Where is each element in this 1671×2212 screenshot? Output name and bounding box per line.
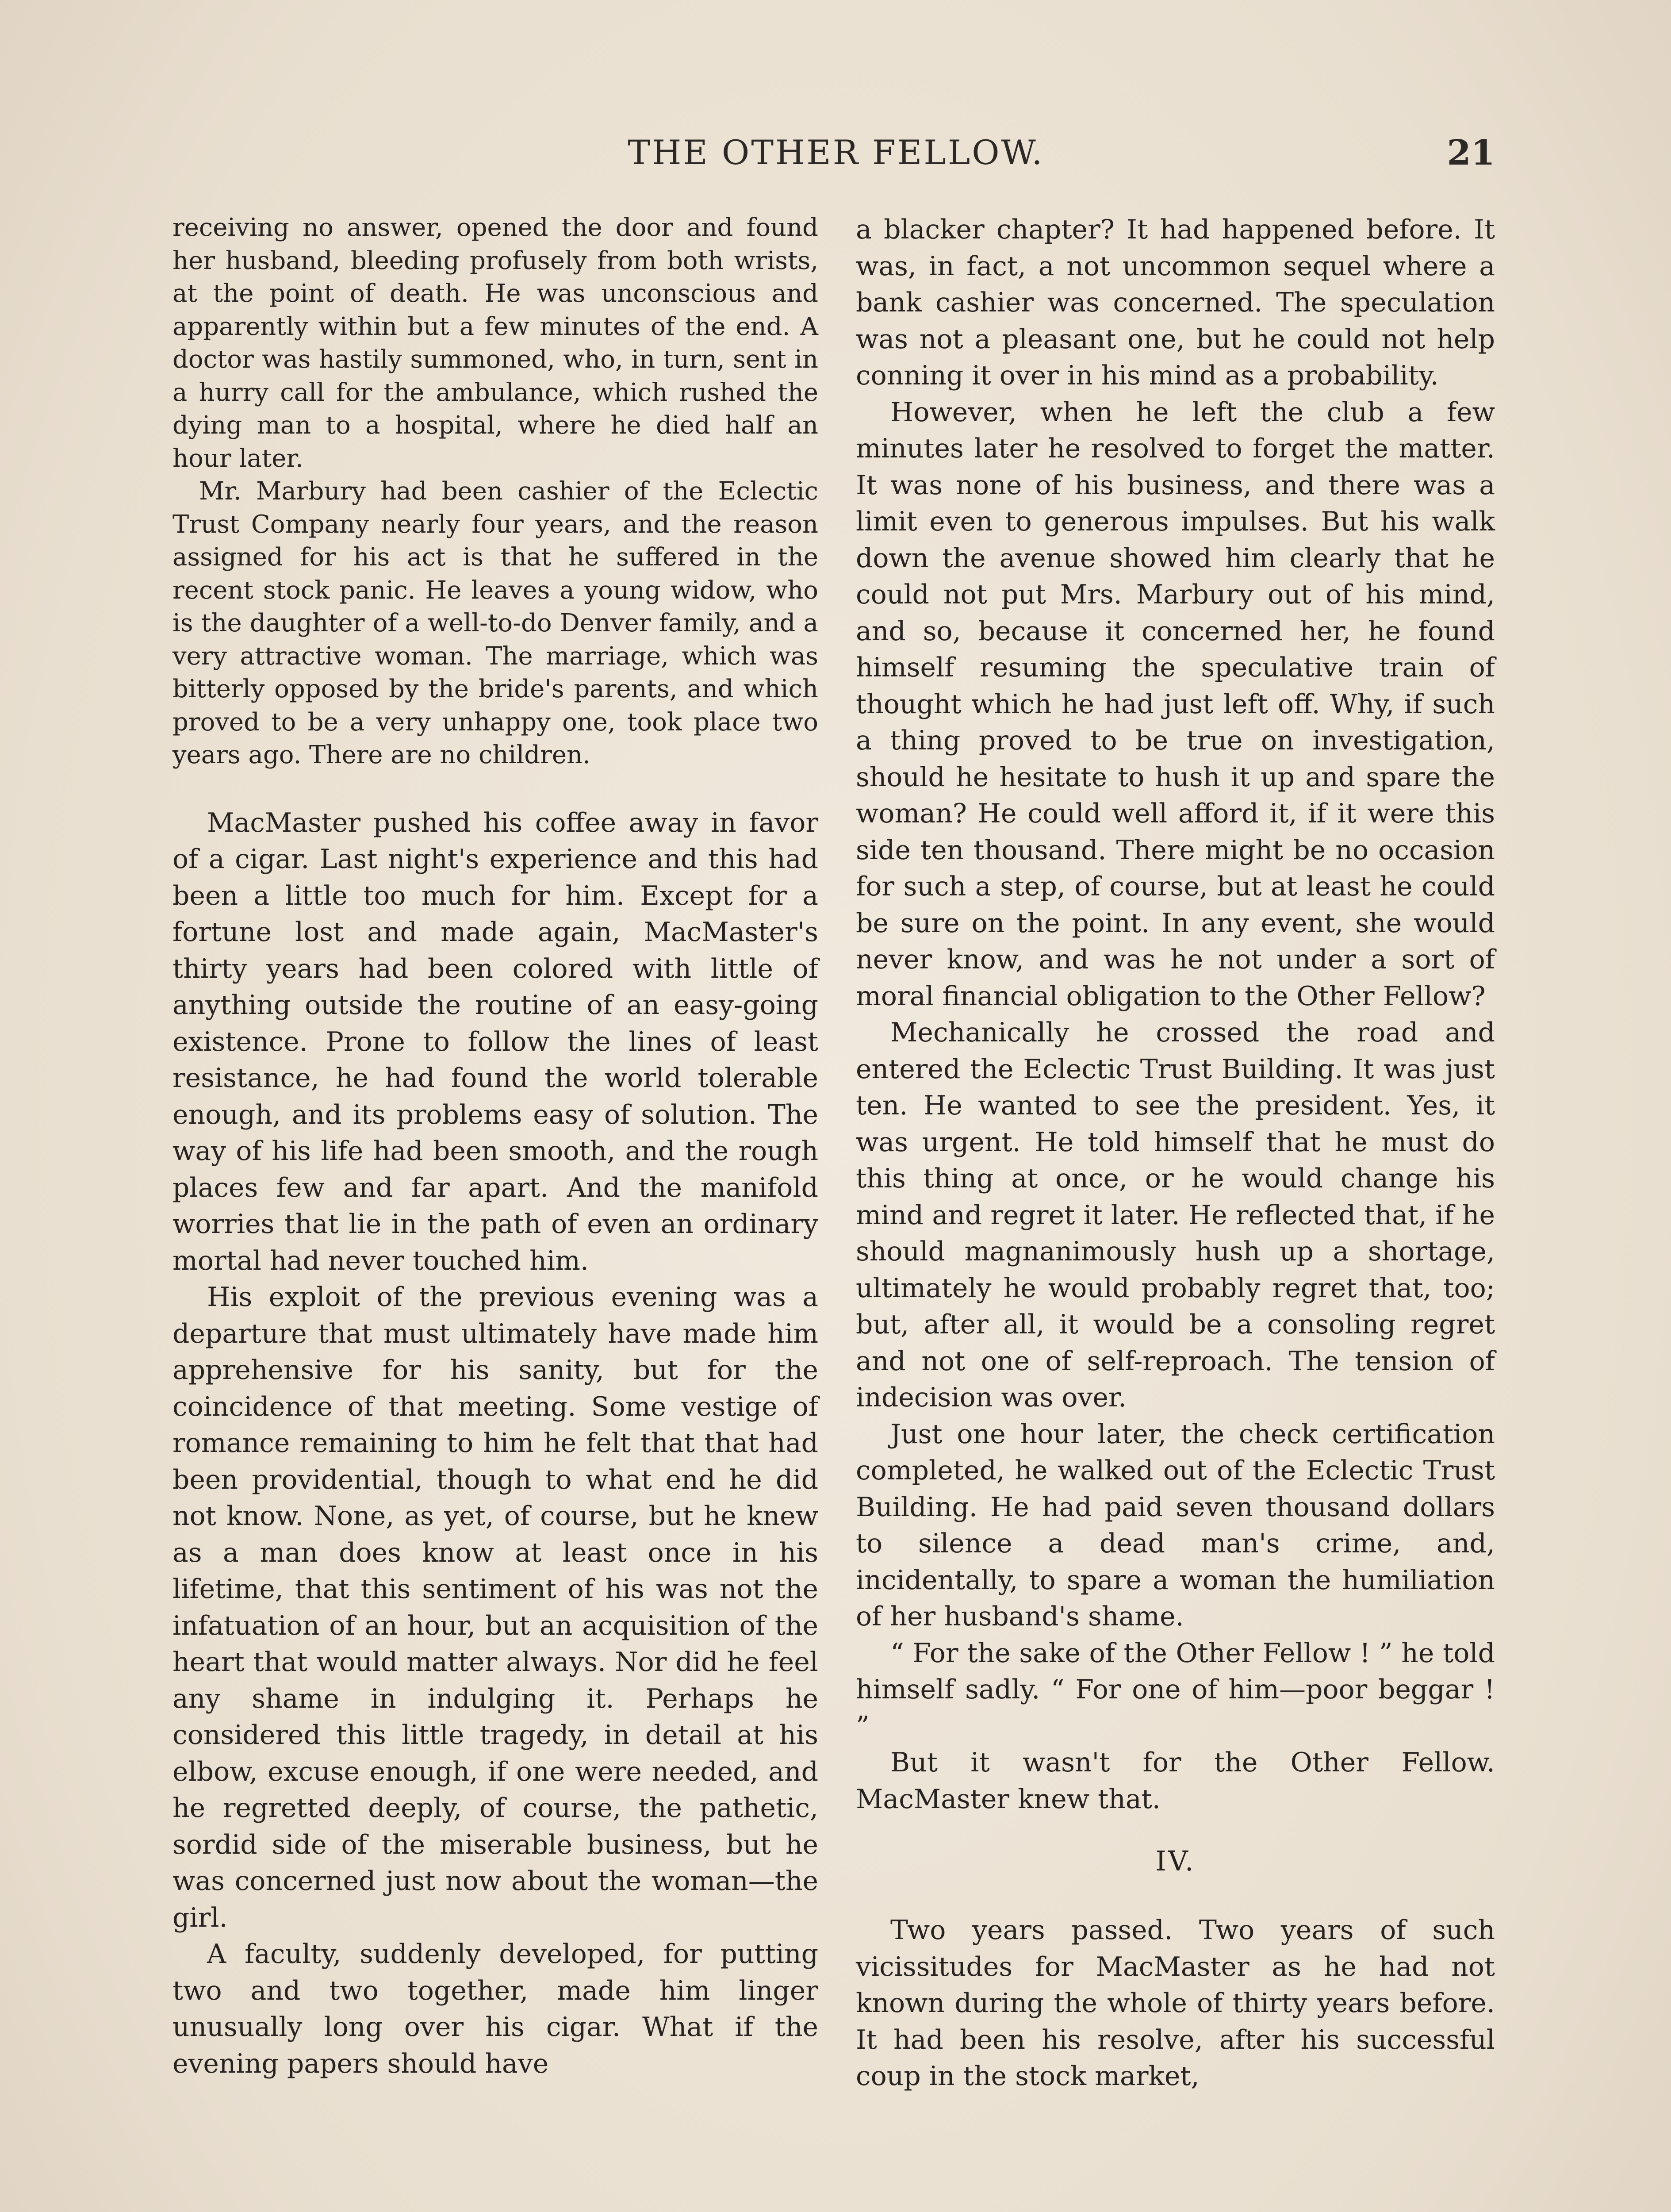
body-paragraph: “ For the sake of the Other Fellow ! ” he told himself sadly. “ For one of him—poor beggar ! ” bbox=[856, 1637, 1495, 1742]
left-body bbox=[172, 805, 818, 2082]
body-paragraph: a blacker chapter? It had happened before. It was, in fact, a not uncommon sequel where a bank cashier was concerned. The speculation was not a pleasant one, but he could not help conning it over in his mind as a probability. bbox=[856, 214, 1495, 391]
body-paragraph: MacMaster pushed his coffee away in favor of a cigar. Last night's experience and this had been a little too much for him. Except for a fortune lost and made again, MacMaster's thirty years had been colored with little of anything outside the routine of an easy-going existence. Prone to follow the lines of least resistance, he had found the world tolerable enough, and its problems easy of solution. The way of his life had been smooth, and the rough places few and far apart. And the manifold worries that lie in the path of even an ordinary mortal had never touched him. bbox=[172, 807, 818, 1276]
body-paragraph: His exploit of the previous evening was a departure that must ultimately have made him apprehensive for his sanity, but for the coincidence of that meeting. Some vestige of romance remaining to him he felt that that had been providential, though to what end he did not know. None, as yet, of course, but he knew as a man does know at least once in his lifetime, that this sentiment of his was not the infatuation of an hour, but an acquisition of the heart that would matter always. Nor did he feel any shame in indulging it. Perhaps he considered this little tragedy, in detail at his elbow, excuse enough, if one were needed, and he regretted deeply, of course, the pathetic, sordid side of the miserable business, but he was concerned just now about the woman—the girl. bbox=[172, 1282, 818, 1933]
section-heading: IV. bbox=[1155, 1845, 1196, 1877]
clipping-paragraph: Mr. Marbury had been cashier of the Eclectic Trust Company nearly four years, and the reason assigned for his act is that he suffered in the recent stock panic. He leaves a young widow, who is the daughter of a well-to-do Denver family, and a very attractive woman. The marriage, which was bitterly opposed by the bride's parents, and which proved to be a very unhappy one, took place two years ago. There are no children. bbox=[172, 477, 818, 769]
running-head: THE OTHER FELLOW. bbox=[628, 133, 1044, 172]
body-paragraph: But it wasn't for the Other Fellow. MacMaster knew that. bbox=[856, 1747, 1495, 1815]
newspaper-clipping bbox=[172, 211, 818, 772]
right-column bbox=[856, 211, 1495, 2095]
body-paragraph: However, when he left the club a few minutes later he resolved to forget the matter. It was none of his business, and there was a limit even to generous impulses. But his walk down the avenue showed him clearly that he could not put Mrs. Marbury out of his mind, and so, because it concerned her, he found himself resuming the speculative train of thought which he had just left off. Why, if such a thing proved to be true on investigation, should he hesitate to hush it up and spare the woman? He could well afford it, if it were this side ten thousand. There might be no occasion for such a step, of course, but at least he could be sure on the point. In any event, she would never know, and was he not under a sort of moral financial obligation to the Other Fellow? bbox=[856, 396, 1495, 1012]
body-paragraph: Two years passed. Two years of such vicissitudes for MacMaster as he had not known during the whole of thirty years before. It had been his resolve, after his successful coup in the stock market, bbox=[856, 1915, 1495, 2092]
body-paragraph: A faculty, suddenly developed, for putting two and two together, made him linger unusually long over his cigar. What if the evening papers should have bbox=[172, 1939, 818, 2079]
left-column bbox=[172, 211, 818, 2082]
clipping-paragraph: receiving no answer, opened the door and found her husband, bleeding profusely from both wrists, at the point of death. He was unconscious and apparently within but a few minutes of the end. A doctor was hastily summoned, who, in turn, sent in a hurry call for the ambulance, which rushed the dying man to a hospital, where he died half an hour later. bbox=[172, 213, 818, 473]
body-paragraph: Just one hour later, the check certification completed, he walked out of the Eclectic Trust Building. He had paid seven thousand dollars to silence a dead man's crime, and, incidentally, to spare a woman the humiliation of her husband's shame. bbox=[856, 1418, 1495, 1632]
body-paragraph: Mechanically he crossed the road and entered the Eclectic Trust Building. It was just ten. He wanted to see the president. Yes, it was urgent. He told himself that he must do this thing at once, or he would change his mind and regret it later. He reflected that, if he should magnanimously hush up a shortage, ultimately he would probably regret that, too; but, after all, it would be a consoling regret and not one of self-reproach. The tension of indecision was over. bbox=[856, 1017, 1495, 1413]
page-number: 21 bbox=[1447, 133, 1495, 173]
